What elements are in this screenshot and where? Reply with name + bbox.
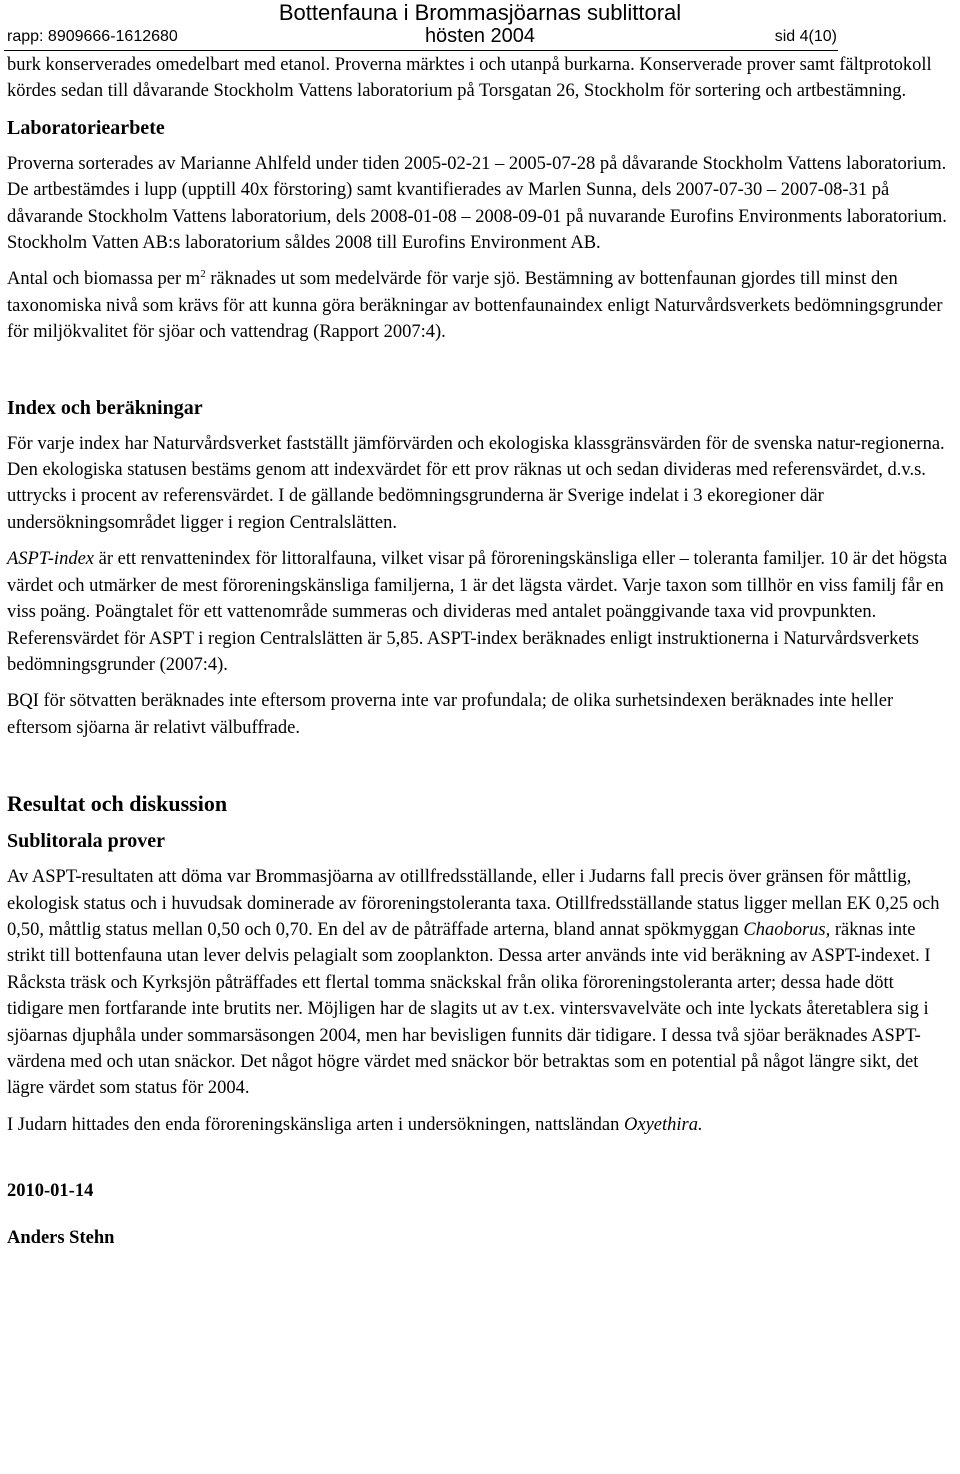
results-p2-text: I Judarn hittades den enda föroreningskänsliga arten i undersökningen, nattsländan: [7, 1114, 625, 1135]
report-number: rapp: 8909666-1612680: [7, 28, 178, 45]
aspt-index-term: ASPT-index: [7, 549, 94, 570]
lab-p2-text-a: Antal och biomassa per m: [7, 269, 201, 290]
results-p1-text-a: Av ASPT-resultaten att döma var Brommasjöarna av otillfredsställande, eller i Judarns fall precis över gränsen för måttlig, ekologisk status och i huvudsak dominerade av föroreningstoleranta taxa. Otillfredsställande status ligger mellan EK 0,25 och 0,50, måttlig status mellan 0,50 och 0,70. En del av de påträffade arterna, bland annat spökmyggan: [7, 867, 940, 940]
aspt-paragraph-text: är ett renvattenindex för littoralfauna, vilket visar på föroreningskänsliga eller – toleranta familjer. 10 är det högsta värdet och utmärker de mest föroreningskänsliga familjerna, 1 är det lägsta värdet. Varje taxon som tillhör en viss familj får en viss poäng. Poängtalet för ett vattenområde summeras och divideras med antalet poänggivande taxa vid provpunkten. Referensvärdet för ASPT i region Centralslätten är 5,85. ASPT-index beräknades enligt instruktionerna i Naturvårdsverkets bedömningsgrunder (2007:4).: [7, 549, 948, 675]
season-label: hösten 2004: [424, 25, 536, 47]
document-author: Anders Stehn: [7, 1227, 115, 1248]
section-heading-index: Index och beräkningar: [7, 396, 203, 419]
page-header: [0, 0, 960, 52]
document-date: 2010-01-14: [7, 1181, 94, 1202]
section-heading-results: Resultat och diskussion: [7, 791, 228, 817]
document-body: [7, 52, 953, 1251]
header-divider: [4, 50, 838, 51]
oxyethira-term: Oxyethira.: [624, 1114, 703, 1135]
index-paragraph-aspt: [7, 546, 953, 678]
subheading-sublitoral: Sublitorala prover: [7, 830, 165, 853]
document-title: Bottenfauna i Brommasjöarnas sublittoral: [278, 0, 682, 25]
index-paragraph-1: För varje index har Naturvårdsverket fastställt jämförvärden och ekologiska klassgränsvärden för de svenska natur-regionerna. Den ekologiska statusen bestäms genom att indexvärdet för ett prov räknas ut och sedan divideras med referensvärdet, d.v.s. uttrycks i procent av referensvärdet. I de gällande bedömningsgrunderna är Sverige indelat i 3 ekoregioner där undersökningsområdet ligger i region Centralslätten.: [7, 433, 945, 533]
lab-p2-text-b: räknades ut som medelvärde för varje sjö. Bestämning av bottenfaunan gjordes till minst den taxonomiska nivå som krävs för att kunna göra beräkningar av bottenfaunaindex enligt Naturvårdsverkets bedömningsgrunder för miljökvalitet för sjöar och vattendrag (Rapport 2007:4).: [7, 269, 943, 343]
index-paragraph-bqi: BQI för sötvatten beräknades inte eftersom proverna inte var profundala; de olika surhetsindexen beräknades inte heller eftersom sjöarna är relativt välbuffrade.: [7, 691, 894, 738]
results-paragraph-2: [7, 1112, 953, 1138]
chaoborus-term: Chaoborus,: [743, 919, 831, 940]
lab-paragraph-1: Proverna sorterades av Marianne Ahlfeld under tiden 2005-02-21 – 2005-07-28 på dåvarande Stockholm Vattens laboratorium. De artbestämdes i lupp (upptill 40x förstoring) samt kvantifierades av Marlen Sunna, dels 2007-07-30 – 2007-08-31 på dåvarande Stockholm Vattens laboratorium, dels 2008-01-08 – 2008-09-01 på nuvarande Eurofins Environments laboratorium. Stockholm Vatten AB:s laboratorium såldes 2008 till Eurofins Environment AB.: [7, 153, 947, 254]
superscript-2: 2: [200, 268, 206, 281]
results-paragraph-1: [7, 864, 953, 1102]
results-p1-text-b: räknas inte strikt till bottenfauna utan lever delvis pelagialt som zooplankton. Dessa arter används inte vid beräkning av ASPT-indexet. I Råcksta träsk och Kyrksjön påträffades ett flertal tomma snäckskal från olika föroreningstoleranta arter; dessa hade dött tidigare men fortfarande inte brutits ner. Möjligen har de slagits ut av t.ex. vintersvavelväte och inte lyckats återetablera sig i sjöarnas djuphåla under sommarsäsongen 2004, men har bevisligen funnits där tidigare. I dessa två sjöar beräknades ASPT-värdena med och utan snäckor. Det något högre värdet med snäckor bör betraktas som en potential på något längre sikt, det lägre värdet som status för 2004.: [7, 919, 931, 1099]
intro-paragraph: burk konserverades omedelbart med etanol. Proverna märktes i och utanpå burkarna. Konserverade prover samt fältprotokoll kördes sedan till dåvarande Stockholm Vattens laboratorium på Torsgatan 26, Stockholm för sortering och artbestämning.: [7, 55, 932, 102]
lab-paragraph-2: [7, 266, 953, 345]
section-heading-laboratoriearbete: Laboratoriearbete: [7, 116, 165, 139]
page-number: sid 4(10): [774, 28, 837, 45]
